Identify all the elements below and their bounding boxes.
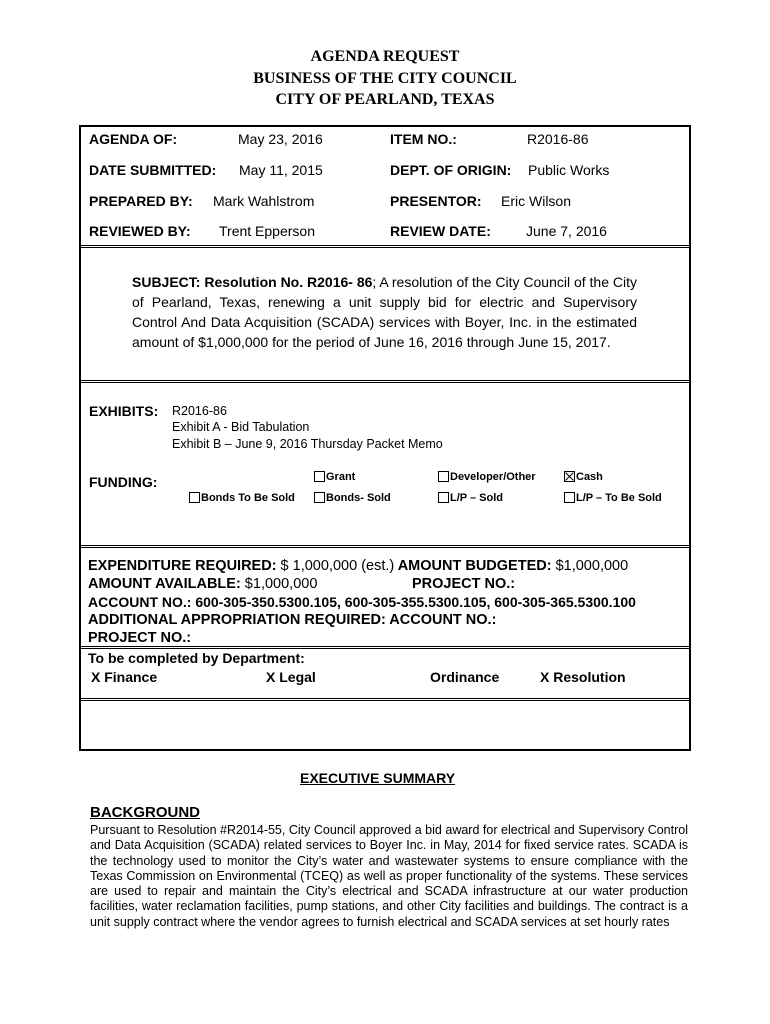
prepared-by-value: Mark Wahlstrom: [213, 193, 315, 209]
account-no-line: ACCOUNT NO.: 600-305-350.5300.105, 600-305-355.5300.105, 600-305-365.5300.100: [88, 594, 636, 610]
reviewed-by-label: REVIEWED BY:: [89, 223, 191, 239]
date-submitted-value: May 11, 2015: [239, 162, 323, 178]
executive-summary-title: EXECUTIVE SUMMARY: [300, 770, 456, 786]
presentor-label: PRESENTOR:: [390, 193, 482, 209]
dept-origin-label: DEPT. OF ORIGIN:: [390, 162, 512, 178]
funding-developer-other[interactable]: [438, 469, 536, 485]
completion-resolution: X Resolution: [540, 669, 626, 685]
item-no-value: R2016-86: [527, 131, 589, 147]
funding-lp-sold-label: L/P – Sold: [450, 492, 503, 504]
amount-budgeted-value: $1,000,000: [551, 558, 629, 574]
checkbox-icon[interactable]: [189, 492, 200, 503]
funding-bonds-sold[interactable]: [314, 490, 391, 506]
checkbox-icon[interactable]: [314, 471, 325, 482]
funding-lp-to-be-sold[interactable]: [564, 490, 662, 506]
project-no-label: PROJECT NO.:: [412, 576, 516, 592]
expenditure-required-label: EXPENDITURE REQUIRED:: [88, 558, 277, 574]
completion-ordinance: Ordinance: [430, 669, 500, 685]
header-line-city: CITY OF PEARLAND, TEXAS: [275, 91, 495, 108]
review-date-value: June 7, 2016: [526, 223, 607, 239]
expenditure-line: [88, 557, 628, 575]
completion-legal: X Legal: [266, 669, 316, 685]
funding-bonds-to-be-sold[interactable]: [189, 490, 295, 506]
divider-after-subject: [79, 380, 691, 383]
funding-grant-label: Grant: [326, 471, 356, 483]
funding-cash[interactable]: [564, 469, 603, 485]
exhibits-label: EXHIBITS:: [89, 403, 159, 419]
checked-checkbox-icon[interactable]: [564, 471, 575, 482]
funding-lp-sold[interactable]: [438, 490, 503, 506]
funding-grant[interactable]: [314, 469, 355, 485]
checkbox-icon[interactable]: [438, 492, 449, 503]
amount-budgeted-label: AMOUNT BUDGETED:: [394, 558, 552, 574]
funding-bonds-to-be-sold-label: Bonds To Be Sold: [201, 492, 295, 504]
additional-appropriation-line: ADDITIONAL APPROPRIATION REQUIRED: ACCOUNT NO.:: [88, 612, 497, 628]
expenditure-required-value: $ 1,000,000 (est.): [276, 558, 395, 574]
checkbox-icon[interactable]: [438, 471, 449, 482]
item-no-label: ITEM NO.:: [390, 131, 457, 147]
exhibit-item: R2016-86: [172, 404, 227, 418]
header-line-business: BUSINESS OF THE CITY COUNCIL: [253, 70, 517, 87]
background-heading: BACKGROUND: [90, 804, 200, 821]
reviewed-by-value: Trent Epperson: [219, 223, 315, 239]
exhibit-item: Exhibit A - Bid Tabulation: [172, 420, 310, 434]
exhibit-item: Exhibit B – June 9, 2016 Thursday Packet Memo: [172, 437, 443, 451]
prepared-by-label: PREPARED BY:: [89, 193, 193, 209]
funding-cash-label: Cash: [576, 471, 603, 483]
presentor-value: Eric Wilson: [501, 193, 572, 209]
divider-after-funding: [79, 545, 691, 548]
amount-available-value: $1,000,000: [240, 576, 318, 592]
completion-label: To be completed by Department:: [88, 650, 305, 666]
divider-after-fields: [79, 245, 691, 248]
dept-origin-value: Public Works: [528, 162, 610, 178]
subject-paragraph: [132, 272, 637, 352]
amount-available-label: AMOUNT AVAILABLE:: [88, 576, 241, 592]
background-paragraph: Pursuant to Resolution #R2014-55, City Council approved a bid award for electrical and Supervisory Control and Data Acquisition (SCADA) related services to Boyer Inc. in May, 2014 for fixed service rates. SCADA is the technology used to monitor the City’s water and wastewater systems to ensure compliance with the Texas Commission on Environmental (TCEQ) as well as proper functionality of the systems. These services are used to repair and maintain the City’s electrical and SCADA infrastructure at our water production facilities, water reclamation facilities, pump stations, and other City facilities and buildings. The contract is a unit supply contract where the vendor agrees to furnish electrical and SCADA services at set hourly rates: [90, 823, 688, 929]
funding-bonds-sold-label: Bonds- Sold: [326, 492, 391, 504]
project-no-line: PROJECT NO.:: [88, 630, 192, 646]
agenda-of-value: May 23, 2016: [238, 131, 323, 147]
funding-developer-other-label: Developer/Other: [450, 471, 536, 483]
amount-available-line: [88, 575, 317, 593]
completion-finance: X Finance: [91, 669, 158, 685]
funding-label: FUNDING:: [89, 474, 158, 490]
divider-after-completion: [79, 698, 691, 701]
subject-text: ; A resolution of the City Council of the City of Pearland, Texas, renewing a unit supply bid for electric and Supervisory Control And Data Acquisition (SCADA) services with Boyer, Inc. in the estimated amount of $1,000,000 for the period of June 16, 2016 through June 15, 2017.: [132, 274, 638, 350]
funding-lp-to-be-sold-label: L/P – To Be Sold: [576, 492, 662, 504]
subject-label: SUBJECT: Resolution No. R2016- 86: [132, 274, 373, 290]
checkbox-icon[interactable]: [314, 492, 325, 503]
agenda-of-label: AGENDA OF:: [89, 131, 178, 147]
checkbox-icon[interactable]: [564, 492, 575, 503]
date-submitted-label: DATE SUBMITTED:: [89, 162, 217, 178]
header-line-agenda-request: AGENDA REQUEST: [310, 48, 460, 65]
review-date-label: REVIEW DATE:: [390, 223, 491, 239]
